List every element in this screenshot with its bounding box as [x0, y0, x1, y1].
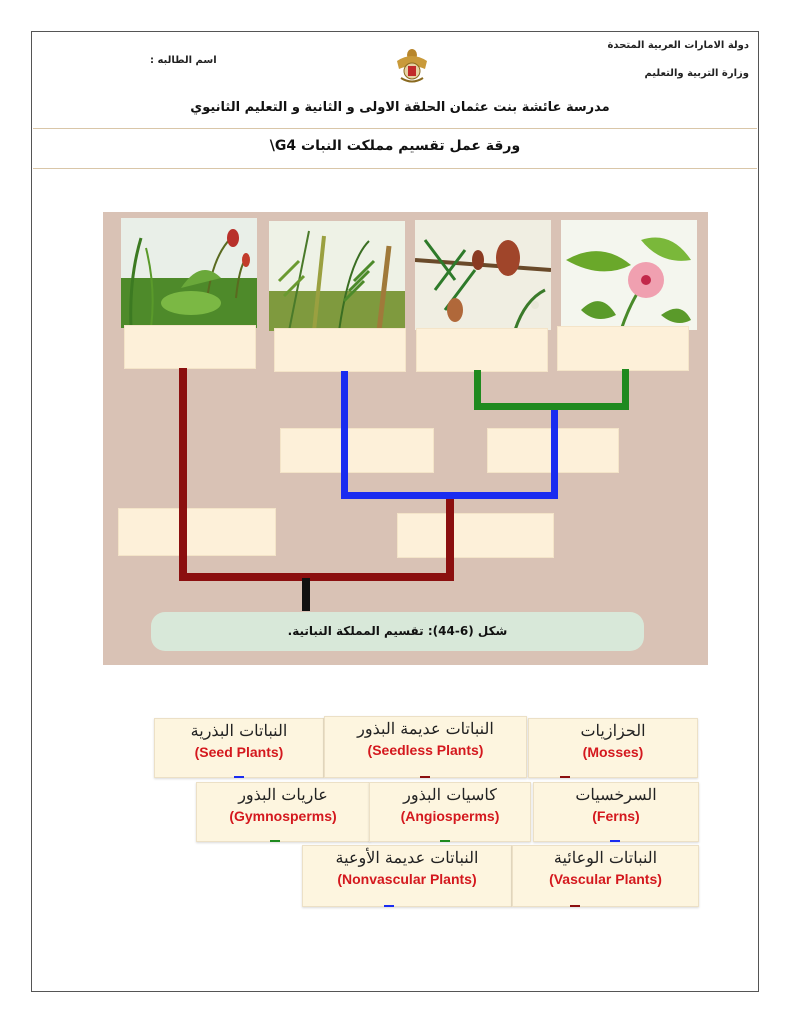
card-english-label: (Ferns) [592, 808, 640, 824]
card-english-label: (Angiosperms) [400, 808, 500, 824]
card-color-tick [234, 776, 244, 778]
branch-line-green-bottom [474, 403, 629, 410]
card-color-tick [270, 840, 280, 842]
answer-box-seedless[interactable] [280, 428, 434, 473]
ministry-name: وزارة التربية والتعليم [644, 68, 749, 79]
answer-box-vascular[interactable] [397, 513, 554, 558]
branch-line-ferns [341, 371, 348, 499]
card-color-tick [610, 840, 620, 842]
card-arabic-label: السرخسيات [575, 785, 657, 804]
answer-box-nonvascular[interactable] [118, 508, 276, 556]
card-gymnosperms[interactable] [196, 782, 370, 842]
trunk-line [302, 578, 310, 611]
school-name: مدرسة عائشة بنت عثمان الحلقة الاولى و الثانية و التعليم الثانيوي [190, 100, 610, 115]
card-color-tick [420, 776, 430, 778]
card-english-label: (Seed Plants) [194, 744, 284, 760]
worksheet-title: ورقة عمل تقسيم مملكت النبات G4\ [269, 138, 521, 154]
card-arabic-label: النباتات الوعائية [553, 848, 658, 867]
answer-box-gymnosperms[interactable] [416, 328, 548, 372]
card-english-label: (Mosses) [582, 744, 644, 760]
card-color-tick [570, 905, 580, 907]
header-divider-2 [33, 168, 757, 169]
branch-line-bottom [179, 573, 454, 581]
card-english-label: (Nonvascular Plants) [337, 871, 477, 887]
angiosperms-photo [561, 220, 697, 330]
card-nonvascular-plants[interactable] [302, 845, 512, 907]
diagram-caption: شكل (6-44): تقسيم المملكة النباتية. [151, 612, 644, 651]
card-english-label: (Gymnosperms) [229, 808, 337, 824]
card-seed-plants[interactable] [154, 718, 324, 778]
ferns-photo [269, 221, 405, 331]
header-divider-1 [33, 128, 757, 129]
uae-emblem-icon [395, 47, 429, 85]
student-name-label: اسم الطالبه : [150, 55, 217, 66]
mosses-photo [121, 218, 257, 328]
card-mosses[interactable] [528, 718, 698, 778]
card-vascular-plants[interactable] [512, 845, 699, 907]
card-arabic-label: النباتات البذرية [190, 721, 288, 740]
card-arabic-label: الحزازيات [580, 721, 646, 740]
card-english-label: (Vascular Plants) [549, 871, 662, 887]
answer-box-ferns[interactable] [274, 328, 406, 372]
branch-line-vascular [446, 495, 454, 579]
answer-box-mosses[interactable] [124, 325, 256, 369]
card-angiosperms[interactable] [369, 782, 531, 842]
branch-line-seed [551, 405, 558, 499]
gymnosperms-photo [415, 220, 551, 330]
card-color-tick [440, 840, 450, 842]
card-ferns[interactable] [533, 782, 699, 842]
card-arabic-label: النباتات عديمة البذور [357, 719, 494, 738]
answer-box-angiosperms[interactable] [557, 326, 689, 371]
branch-line-blue-bottom [341, 492, 558, 499]
card-color-tick [384, 905, 394, 907]
card-arabic-label: النباتات عديمة الأوعية [335, 848, 479, 867]
card-arabic-label: كاسيات البذور [403, 785, 497, 804]
branch-line-angiosperms [622, 369, 629, 410]
country-name: دولة الامارات العربية المتحدة [607, 40, 749, 51]
card-seedless-plants[interactable] [324, 716, 527, 778]
branch-line-mosses [179, 368, 187, 581]
card-english-label: (Seedless Plants) [367, 742, 484, 758]
card-arabic-label: عاريات البذور [238, 785, 328, 804]
card-color-tick [560, 776, 570, 778]
